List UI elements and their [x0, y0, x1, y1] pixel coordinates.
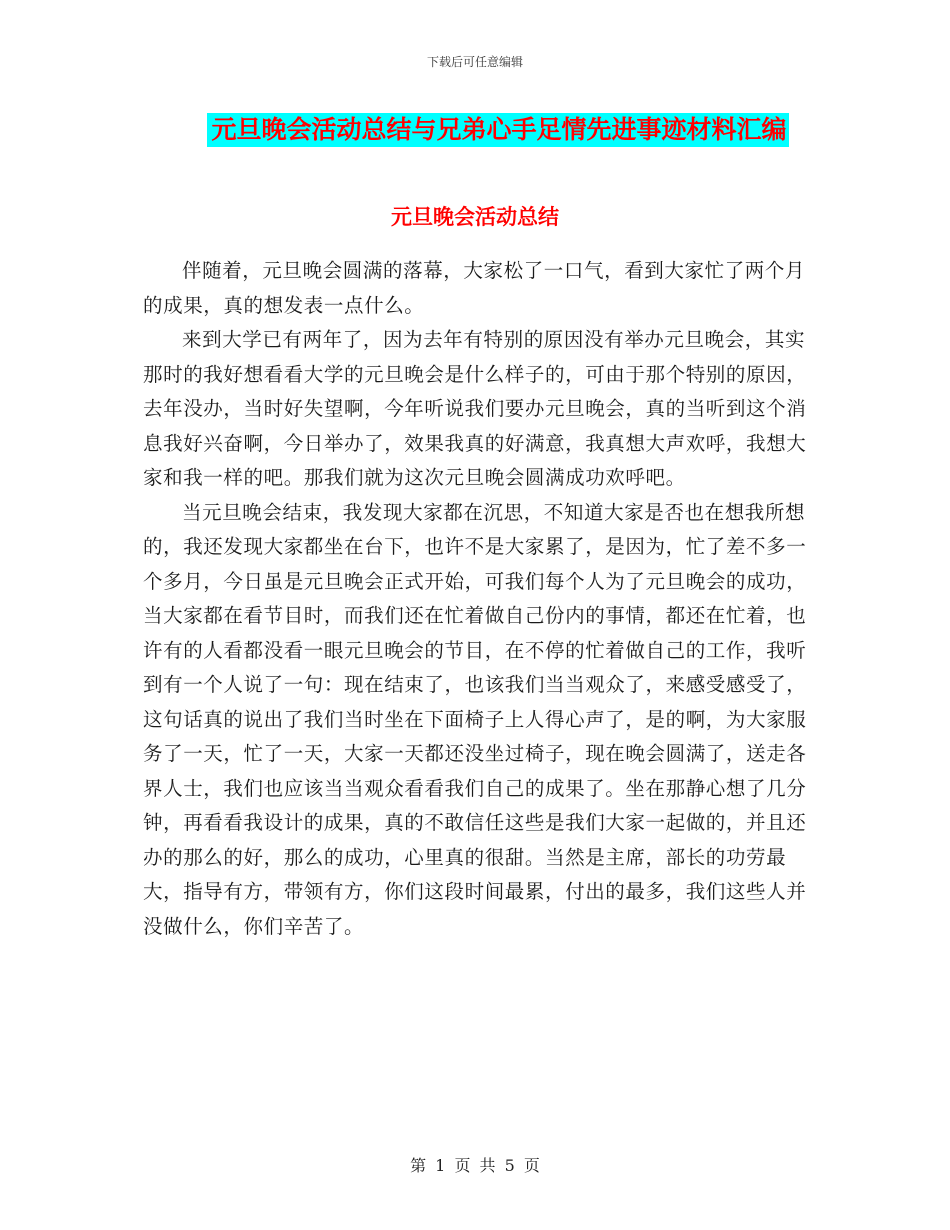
- paragraph-1: 伴随着，元旦晚会圆满的落幕，大家松了一口气，看到大家忙了两个月的成果，真的想发表一点什么。: [143, 259, 806, 317]
- page-number: 第 1 页 共 5 页: [410, 1156, 540, 1175]
- document-body: [143, 220, 809, 944]
- page-header-note: 下载后可任意编辑: [426, 55, 523, 69]
- document-title-container: [0, 113, 950, 147]
- paragraph-3: 当元旦晚会结束，我发现大家都在沉思，不知道大家是否也在想我所想的，我还发现大家都坐在台下，也许不是大家累了，是因为，忙了差不多一个多月，今日虽是元旦晚会正式开始，可我们每个人为了元旦晚会的成功，当大家都在看节目时，而我们还在忙着做自己份内的事情，都还在忙着，也许有的人看都没看一眼元旦晚会的节目，在不停的忙着做自己的工作，我听到有一个人说了一句：现在结束了，也该我们当当观众了，来感受感受了，这句话真的说出了我们当时坐在下面椅子上人得心声了，是的啊，为大家服务了一天，忙了一天，大家一天都还没坐过椅子，现在晚会圆满了，送走各界人士，我们也应该当当观众看看我们自己的成果了。坐在那静心想了几分钟，再看看我设计的成果，真的不敢信任这些是我们大家一起做的，并且还办的那么的好，那么的成功，心里真的很甜。当然是主席，部长的功劳最大，指导有方，带领有方，你们这段时间最累，付出的最多，我们这些人并没做什么，你们辛苦了。: [143, 500, 807, 938]
- document-title: 元旦晚会活动总结与兄弟心手足情先进事迹材料汇编: [207, 113, 788, 147]
- paragraph-2: 来到大学已有两年了，因为去年有特别的原因没有举办元旦晚会，其实那时的我好想看看大学的元旦晚会是什么样子的，可由于那个特别的原因，去年没办，当时好失望啊，今年听说我们要办元旦晚会，真的当听到这个消息我好兴奋啊，今日举办了，效果我真的好满意，我真想大声欢呼，我想大家和我一样的吧。那我们就为这次元旦晚会圆满成功欢呼吧。: [143, 328, 807, 489]
- section-title: 元旦晚会活动总结: [391, 204, 559, 229]
